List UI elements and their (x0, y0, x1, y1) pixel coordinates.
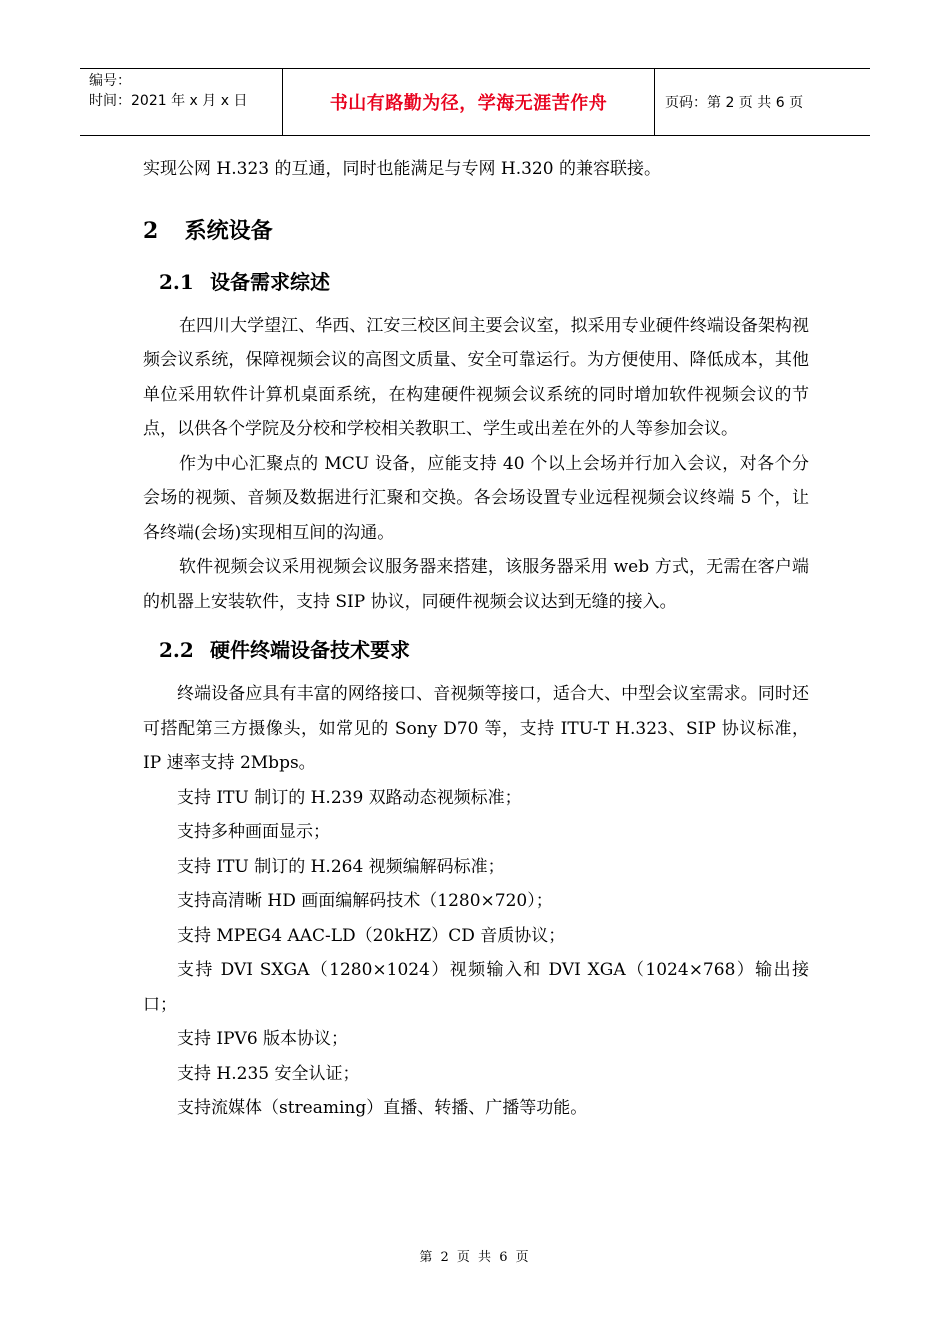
list-item: 支持 DVI SXGA（1280×1024）视频输入和 DVI XGA（1024×768）输出接口； (143, 960, 809, 1015)
document-body (143, 152, 809, 1126)
paragraph-intro: 实现公网 H.323 的互通，同时也能满足与专网 H.320 的兼容联接。 (143, 159, 661, 179)
section-heading-2 (143, 211, 809, 251)
page-footer: 第 2 页 共 6 页 (419, 1250, 531, 1265)
subsection-number: 2.2 (159, 638, 194, 662)
list-item: 支持流媒体（streaming）直播、转播、广播等功能。 (177, 1098, 588, 1118)
header-meta (80, 69, 283, 135)
list-item: 支持多种画面显示； (177, 822, 330, 842)
list-item: 支持 H.235 安全认证； (177, 1063, 360, 1084)
page-header (80, 68, 870, 136)
subsection-number: 2.1 (159, 269, 194, 294)
subsection-title: 硬件终端设备技术要求 (209, 638, 410, 662)
subsection-title: 设备需求综述 (209, 269, 330, 294)
list-item: 支持 MPEG4 AAC-LD（20kHZ）CD 音质协议； (177, 925, 566, 946)
paragraph-mcu: 作为中心汇聚点的 MCU 设备，应能支持 40 个以上会场并行加入会议，对各个分会场的视频、音频及数据进行汇聚和交换。各会场设置专业远程视频会议终端 5 个，让各终端(会场)实现相互间的沟通。 (143, 453, 809, 543)
header-page-info: 页码：第 2 页 共 6 页 (665, 95, 804, 111)
subsection-heading-2-2 (159, 629, 809, 671)
list-item: 支持高清晰 HD 画面编解码技术（1280×720）； (177, 891, 553, 911)
list-item: 支持 ITU 制订的 H.264 视频编解码标准； (177, 856, 505, 877)
paragraph-overview: 在四川大学望江、华西、江安三校区间主要会议室，拟采用专业硬件终端设备架构视频会议系统，保障视频会议的高图文质量、安全可靠运行。为方便使用、降低成本，其他单位采用软件计算机桌面系统，在构建硬件视频会议系统的同时增加软件视频会议的节点，以供各个学院及分校和学校相关教职工、学生或出差在外的人等参加会议。 (143, 315, 809, 439)
paragraph-software: 软件视频会议采用视频会议服务器来搭建，该服务器采用 web 方式，无需在客户端的机器上安装软件，支持 SIP 协议，同硬件视频会议达到无缝的接入。 (143, 557, 809, 612)
header-motto: 书山有路勤为径，学海无涯苦作舟 (283, 69, 655, 135)
list-item: 支持 ITU 制订的 H.239 双路动态视频标准； (177, 787, 522, 808)
subsection-heading-2-1 (159, 261, 809, 303)
header-number-label: 编号： (89, 73, 131, 89)
paragraph-terminal: 终端设备应具有丰富的网络接口、音视频等接口，适合大、中型会议室需求。同时还可搭配第三方摄像头，如常见的 Sony D70 等，支持 ITU-T H.323、SIP 协议标准，IP 速率支持 2Mbps。 (143, 684, 809, 773)
header-time-label: 时间：2021 年 x 月 x 日 (89, 93, 248, 109)
section-title: 系统设备 (184, 217, 273, 244)
list-item: 支持 IPV6 版本协议； (177, 1029, 349, 1049)
section-number: 2 (143, 217, 159, 244)
